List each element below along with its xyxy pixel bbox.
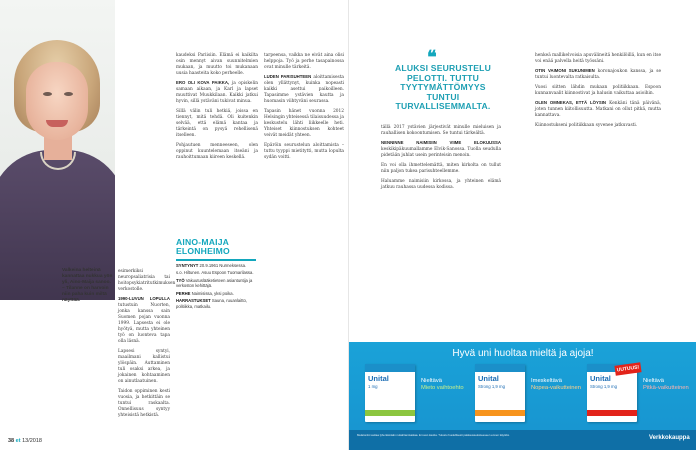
- product-dose: Strong 1,9 mg: [478, 384, 505, 389]
- new-badge: UUTUUS!: [614, 362, 641, 376]
- right-page: [348, 0, 696, 450]
- paragraph: OLEN OMNEKAS, ETTÄ LÖYSIN Kenkäni tänä päivänä, joten tunnen kiitollisuutta. Matkani on ollut pitkä, mutta kannattava.: [535, 100, 662, 118]
- paragraph: Kiinnostukseni politiikkaan syvenee jatkuvasti.: [535, 123, 638, 128]
- fact-item: HARRASTUKSET Sauna, ruuanlaitto, politiikka, matkailu.: [176, 298, 247, 310]
- paragraph: Pohjautuen menneeseen, olen oppinut kuuntelemaan itseäni ja rauhoittumaan kiireen keskellä.: [176, 143, 258, 160]
- paragraph: OTIN VAIMONI SUKUNIMEN koronajoukon kanssa, ja se tuntui luontevalta ratkaisulta.: [535, 68, 662, 80]
- package-top: [475, 364, 525, 372]
- paragraph: Epäröin seurustelun aloittamista – tuttu tyyppi mietitytti, mutta lopulta sydän voitti.: [264, 143, 344, 160]
- paragraph: henkeä mallikelvoisia apuvälineitä henkilöillä, kun en itse voi enää palvella heitä työssäni.: [535, 53, 661, 64]
- paragraph: tarpeensa, vaikka ne eivät aina olisi helppoja. Työ ja perhe tasapainossa ovat minulle tärkeitä.: [264, 53, 344, 70]
- advertisement[interactable]: [349, 342, 696, 450]
- paragraph: esimerkiksi neuropsaliatrisia tai hoitopsykiatritutkimuksen verkostolle.: [118, 269, 176, 292]
- paragraph: kaudeksi Pariisiin. Elämä ei kaikilta osin mennyt aivan suunnitelmien mukaan, ja muutto toi mukanaan uusia haasteita koko perheelle.: [176, 53, 258, 76]
- page-number: 38: [8, 438, 15, 444]
- quote-mark-icon: ❝: [427, 47, 437, 67]
- pull-quote: ALUKSI SEURUSTELU PELOTTI. TUTTU TYYTYMÄTTÖMYYS TUNTUI TURVALLISEMMALTA.: [394, 63, 492, 112]
- package-stripe: [587, 410, 637, 416]
- paragraph: NENNINNE NAIMISIIN VIIME ELOKUUSSA keskikipäkuumallamme Elvik-Sanossa. Tuolla seudulla pidetään juhlat usein perinteisin menoin.: [381, 140, 501, 158]
- fact-item: TYÖ Vakuutuslääketieteen asiantuntija ja verkoston kehittäjä.: [176, 277, 253, 289]
- paragraph: Tapasin hänet vuonna 2012 Helsingin yhteisessä tilaisuudessa ja keskustelu lähti liikkeelle heti. Yhteiset kiinnostuksen kohteet veivät meidät yhteen.: [264, 109, 344, 138]
- right-column-2: [535, 52, 661, 132]
- photo-eye-right: [64, 92, 73, 96]
- paragraph: En voi olla ihmettelemättä, miten kirkolta on tullut niin paljon tukea parisuhteellemme.: [381, 163, 501, 174]
- ad-headline: Hyvä uni huoltaa mieltä ja ajoja!: [452, 348, 594, 359]
- product-dose: Strong 1,9 mg: [590, 384, 617, 389]
- product-brand: Unital: [368, 374, 389, 383]
- paragraph: Lapsesi syntyi, maailmani kallistui ylöspäin. Auttaminen tuli osaksi arkea, ja jokainen kohtaaminen on ainutlaatuinen.: [118, 349, 170, 384]
- paragraph: Haluamme naimisiin kirkossa, ja yhteinen elämä jatkuu rauhassa uudessa kodissa.: [381, 179, 501, 190]
- paragraph: ERO OLI KOVA PAIKKA, ja opiskelin samaan aikaan, ja Karl ja lapset muuttivat Muukkilaan. Kaikki jatkui hyvin, sillä ystäväni tukivat minua.: [176, 80, 258, 104]
- paragraph: 1990-LUVUN LOPULLA tutustuin Nuorten, jonka kanssa sain Suomen pojan vuonna 1999. Lapsesta ei ole hyötyä, mutta yhteinen työ on luonteva tapa olla läsnä.: [118, 296, 170, 344]
- product-package: [475, 364, 525, 422]
- paragraph: tällä 2017 ystävien järjestivät minulle mieluisen ja rauhallisen kokoontumisen. Se tuntui tärkeältä.: [381, 125, 501, 136]
- left-column-1: [118, 268, 176, 422]
- paragraph: Vuosi siitten lähdin mukaan politiikkaan. Espoon kunnanvaalit kiinnostivat ja halusin vaikuttaa asioihin.: [535, 85, 661, 96]
- fact-box: [176, 238, 258, 310]
- package-top: [365, 364, 415, 372]
- product-brand: Unital: [590, 374, 611, 383]
- product-label: Nieltävä Mieto vaihtoehto: [421, 378, 464, 391]
- photo-caption: Valkeina helteinä kannattaa nukkua yön yli, Aino-Maija sanoo. – Tilanne on harvoin niin paha kuin miltä näyttää.: [62, 268, 113, 303]
- fact-item: SYNTYNYT 20.9.1961 Nurmeksessa.: [176, 262, 247, 268]
- paragraph: Taidon oppiminen kesti vuosia, ja hetkittäin se tuntui raskaalta. Onnellisuus syntyy yhteisistä hetkistä.: [118, 389, 170, 418]
- package-stripe: [365, 410, 415, 416]
- fact-box-rule: [176, 259, 256, 261]
- page-folio: [8, 438, 42, 444]
- right-column-1: [381, 124, 501, 194]
- fact-item: s.o. Hiltunen. Asuu Espoon Tuomarilassa.: [176, 270, 254, 276]
- product-label: Nieltävä Pitkä-vaikutteinen: [643, 378, 689, 391]
- left-column-3: [264, 52, 344, 164]
- ad-footnote: Melatoniini auttaa lyhentämään nukahtamisaikaa. Ei suun kautta. Tutustu huolellisesti pakkausselosteeseen ennen käyttöä.: [357, 433, 510, 437]
- product-label: Imeskeltävä Nopea-vaikutteinen: [531, 378, 581, 391]
- issue-number: 13/2018: [22, 438, 42, 444]
- ad-logo: Verkkokauppa: [649, 435, 690, 441]
- fact-item: PERHE Naimisissa, yksi poika.: [176, 290, 234, 296]
- portrait-photo: [0, 0, 115, 300]
- photo-face: [26, 62, 88, 140]
- left-column-2: [176, 52, 258, 164]
- photo-eye-left: [43, 92, 52, 96]
- product-brand: Unital: [478, 374, 499, 383]
- paragraph: LUDEN PARISUHTEEN aloittamisesta olen yllättynyt, kuinka nopeasti kaikki asettui paikoilleen. Tapasimme ystävien kautta ja huomasin viihtyväni seurassa.: [264, 74, 344, 104]
- fact-box-name: AINO-MAIJA ELONHEIMO: [176, 237, 230, 256]
- product-package: [365, 364, 415, 422]
- photo-mouth: [46, 120, 68, 127]
- package-stripe: [475, 410, 525, 416]
- paragraph: Sillä välin tuli hetkiä, joissa en tiennyt, mitä tehdä. Oli kuitenkin selvää, että elämä kantaa ja tärkeintä on pysyä rehellisenä itselleen.: [176, 109, 258, 138]
- product-dose: 1 mg: [368, 384, 378, 389]
- magazine-name: et: [15, 438, 21, 444]
